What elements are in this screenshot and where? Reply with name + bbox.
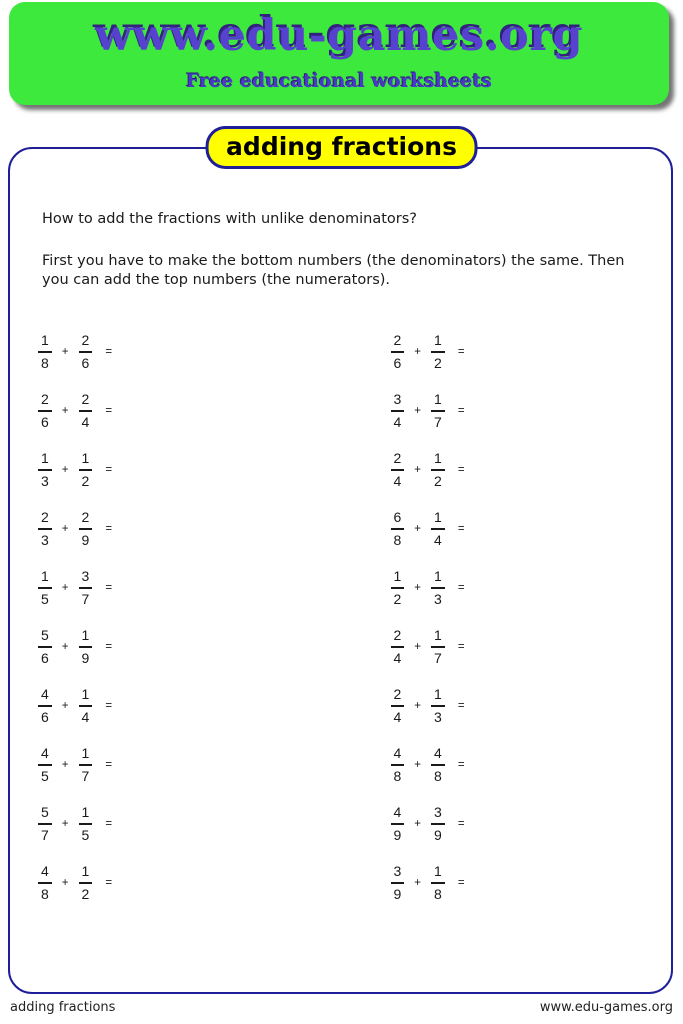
first-numerator: 1 xyxy=(391,568,405,588)
fraction-problem xyxy=(38,853,341,912)
first-numerator: 4 xyxy=(38,863,52,883)
fraction-problem xyxy=(391,440,674,499)
first-fraction xyxy=(38,509,52,547)
first-fraction xyxy=(391,391,405,429)
first-numerator: 1 xyxy=(38,450,52,470)
plus-sign: + xyxy=(414,404,422,417)
fraction-problem xyxy=(38,735,341,794)
first-denominator: 3 xyxy=(41,472,49,489)
first-numerator: 5 xyxy=(38,627,52,647)
fraction-problem xyxy=(391,735,674,794)
second-numerator: 2 xyxy=(79,391,93,411)
second-denominator: 5 xyxy=(81,826,90,843)
plus-sign: + xyxy=(414,758,422,771)
second-denominator: 7 xyxy=(434,649,442,666)
second-fraction xyxy=(431,804,445,842)
second-fraction xyxy=(79,509,93,547)
first-numerator: 2 xyxy=(38,509,52,529)
first-fraction xyxy=(391,450,405,488)
fraction-problem xyxy=(391,853,674,912)
second-numerator: 1 xyxy=(431,686,445,706)
fraction-problem xyxy=(391,676,674,735)
second-denominator: 4 xyxy=(434,531,442,548)
first-numerator: 3 xyxy=(391,863,405,883)
fraction-problem xyxy=(391,322,674,381)
fraction-problem xyxy=(38,499,341,558)
instructions xyxy=(42,210,648,291)
first-numerator: 1 xyxy=(38,568,52,588)
instruction-question: How to add the fractions with unlike denominators? xyxy=(42,211,417,227)
second-numerator: 4 xyxy=(431,745,445,765)
second-denominator: 7 xyxy=(434,413,442,430)
first-fraction xyxy=(391,686,405,724)
second-numerator: 1 xyxy=(431,332,445,352)
fraction-problem xyxy=(38,440,341,499)
second-numerator: 1 xyxy=(79,745,93,765)
second-denominator: 7 xyxy=(81,767,90,784)
plus-sign: + xyxy=(414,876,422,889)
first-fraction xyxy=(391,745,405,783)
plus-sign: + xyxy=(61,640,69,653)
first-denominator: 3 xyxy=(41,531,49,548)
first-fraction xyxy=(38,332,52,370)
fraction-problem xyxy=(391,617,674,676)
first-numerator: 2 xyxy=(38,391,52,411)
second-denominator: 9 xyxy=(81,649,90,666)
second-denominator: 2 xyxy=(434,354,442,371)
equals-sign: = xyxy=(457,699,465,712)
fraction-problem xyxy=(391,381,674,440)
second-fraction xyxy=(431,332,445,370)
first-fraction xyxy=(391,332,405,370)
problems-grid xyxy=(8,322,673,912)
second-denominator: 8 xyxy=(434,885,442,902)
fraction-problem xyxy=(391,499,674,558)
second-numerator: 3 xyxy=(431,804,445,824)
second-fraction xyxy=(431,450,445,488)
site-banner xyxy=(9,2,669,105)
second-numerator: 1 xyxy=(79,863,93,883)
second-fraction xyxy=(79,863,93,901)
worksheet-title-badge: adding fractions xyxy=(205,126,478,169)
first-numerator: 1 xyxy=(38,332,52,352)
second-numerator: 1 xyxy=(431,568,445,588)
second-fraction xyxy=(79,450,93,488)
second-fraction xyxy=(431,686,445,724)
first-denominator: 8 xyxy=(41,885,49,902)
first-denominator: 6 xyxy=(41,708,49,725)
second-denominator: 9 xyxy=(434,826,442,843)
equals-sign: = xyxy=(457,404,465,417)
plus-sign: + xyxy=(61,817,69,830)
first-numerator: 6 xyxy=(391,509,405,529)
first-numerator: 4 xyxy=(38,745,52,765)
plus-sign: + xyxy=(61,522,69,535)
first-fraction xyxy=(38,568,52,606)
fraction-problem xyxy=(38,558,341,617)
first-fraction xyxy=(38,391,52,429)
first-numerator: 2 xyxy=(391,332,405,352)
equals-sign: = xyxy=(105,463,113,476)
first-fraction xyxy=(38,450,52,488)
page-footer xyxy=(10,1000,673,1015)
second-denominator: 3 xyxy=(434,708,442,725)
equals-sign: = xyxy=(457,817,465,830)
plus-sign: + xyxy=(414,522,422,535)
problems-column-left xyxy=(8,322,341,912)
problems-column-right xyxy=(341,322,674,912)
second-numerator: 3 xyxy=(79,568,93,588)
first-numerator: 4 xyxy=(391,804,405,824)
second-fraction xyxy=(79,804,93,842)
plus-sign: + xyxy=(61,404,69,417)
second-denominator: 2 xyxy=(434,472,442,489)
equals-sign: = xyxy=(457,581,465,594)
plus-sign: + xyxy=(61,581,69,594)
fraction-problem xyxy=(38,322,341,381)
second-fraction xyxy=(79,568,93,606)
first-fraction xyxy=(391,863,405,901)
plus-sign: + xyxy=(61,876,69,889)
second-numerator: 1 xyxy=(431,391,445,411)
second-fraction xyxy=(79,332,93,370)
second-denominator: 7 xyxy=(81,590,90,607)
second-fraction xyxy=(79,686,93,724)
plus-sign: + xyxy=(414,463,422,476)
equals-sign: = xyxy=(105,817,113,830)
first-fraction xyxy=(391,568,405,606)
second-fraction xyxy=(79,391,93,429)
fraction-problem xyxy=(38,794,341,853)
second-fraction xyxy=(79,745,93,783)
first-fraction xyxy=(38,863,52,901)
equals-sign: = xyxy=(105,699,113,712)
first-denominator: 5 xyxy=(41,767,49,784)
second-denominator: 4 xyxy=(81,708,90,725)
equals-sign: = xyxy=(105,640,113,653)
first-denominator: 8 xyxy=(393,767,402,784)
first-fraction xyxy=(391,804,405,842)
equals-sign: = xyxy=(457,463,465,476)
instruction-explanation: First you have to make the bottom numbers (the denominators) the same. Then you can add the top numbers (the numerators). xyxy=(42,252,625,289)
second-numerator: 1 xyxy=(79,627,93,647)
first-fraction xyxy=(38,686,52,724)
plus-sign: + xyxy=(414,817,422,830)
second-numerator: 2 xyxy=(79,332,93,352)
first-denominator: 8 xyxy=(41,354,49,371)
first-denominator: 4 xyxy=(393,472,402,489)
fraction-problem xyxy=(38,617,341,676)
site-title: www.edu-games.org xyxy=(94,11,584,61)
second-numerator: 1 xyxy=(431,450,445,470)
first-numerator: 2 xyxy=(391,450,405,470)
first-numerator: 5 xyxy=(38,804,52,824)
second-fraction xyxy=(431,745,445,783)
first-denominator: 6 xyxy=(393,354,402,371)
equals-sign: = xyxy=(457,345,465,358)
first-denominator: 5 xyxy=(41,590,49,607)
first-fraction xyxy=(38,804,52,842)
second-numerator: 1 xyxy=(431,863,445,883)
equals-sign: = xyxy=(105,876,113,889)
plus-sign: + xyxy=(61,699,69,712)
second-numerator: 1 xyxy=(431,509,445,529)
fraction-problem xyxy=(391,558,674,617)
second-fraction xyxy=(431,627,445,665)
footer-worksheet-name: adding fractions xyxy=(10,1000,116,1015)
first-denominator: 4 xyxy=(393,649,402,666)
first-denominator: 7 xyxy=(41,826,49,843)
first-denominator: 8 xyxy=(393,531,402,548)
first-denominator: 6 xyxy=(41,649,49,666)
first-denominator: 2 xyxy=(393,590,402,607)
first-denominator: 9 xyxy=(393,885,402,902)
equals-sign: = xyxy=(105,758,113,771)
second-denominator: 2 xyxy=(81,472,90,489)
equals-sign: = xyxy=(457,876,465,889)
plus-sign: + xyxy=(414,699,422,712)
footer-site-url: www.edu-games.org xyxy=(539,1000,673,1015)
equals-sign: = xyxy=(457,522,465,535)
second-fraction xyxy=(79,627,93,665)
equals-sign: = xyxy=(105,404,113,417)
second-numerator: 1 xyxy=(79,686,93,706)
first-numerator: 4 xyxy=(38,686,52,706)
equals-sign: = xyxy=(457,640,465,653)
fraction-problem xyxy=(38,676,341,735)
plus-sign: + xyxy=(61,345,69,358)
first-numerator: 2 xyxy=(391,686,405,706)
second-denominator: 4 xyxy=(81,413,90,430)
site-subtitle: Free educational worksheets xyxy=(185,70,492,92)
equals-sign: = xyxy=(105,345,113,358)
second-numerator: 2 xyxy=(79,509,93,529)
second-fraction xyxy=(431,863,445,901)
first-numerator: 4 xyxy=(391,745,405,765)
plus-sign: + xyxy=(414,640,422,653)
fraction-problem xyxy=(391,794,674,853)
second-fraction xyxy=(431,509,445,547)
first-fraction xyxy=(391,509,405,547)
first-fraction xyxy=(391,627,405,665)
second-denominator: 9 xyxy=(81,531,90,548)
first-denominator: 9 xyxy=(393,826,402,843)
equals-sign: = xyxy=(105,522,113,535)
second-denominator: 3 xyxy=(434,590,442,607)
plus-sign: + xyxy=(61,758,69,771)
first-fraction xyxy=(38,745,52,783)
second-numerator: 1 xyxy=(79,804,93,824)
equals-sign: = xyxy=(105,581,113,594)
first-fraction xyxy=(38,627,52,665)
second-fraction xyxy=(431,568,445,606)
second-denominator: 8 xyxy=(434,767,442,784)
plus-sign: + xyxy=(414,345,422,358)
second-denominator: 6 xyxy=(81,354,90,371)
first-denominator: 4 xyxy=(393,413,402,430)
second-fraction xyxy=(431,391,445,429)
plus-sign: + xyxy=(61,463,69,476)
first-numerator: 2 xyxy=(391,627,405,647)
equals-sign: = xyxy=(457,758,465,771)
first-denominator: 6 xyxy=(41,413,49,430)
first-denominator: 4 xyxy=(393,708,402,725)
fraction-problem xyxy=(38,381,341,440)
second-denominator: 2 xyxy=(81,885,90,902)
first-numerator: 3 xyxy=(391,391,405,411)
second-numerator: 1 xyxy=(79,450,93,470)
second-numerator: 1 xyxy=(431,627,445,647)
plus-sign: + xyxy=(414,581,422,594)
